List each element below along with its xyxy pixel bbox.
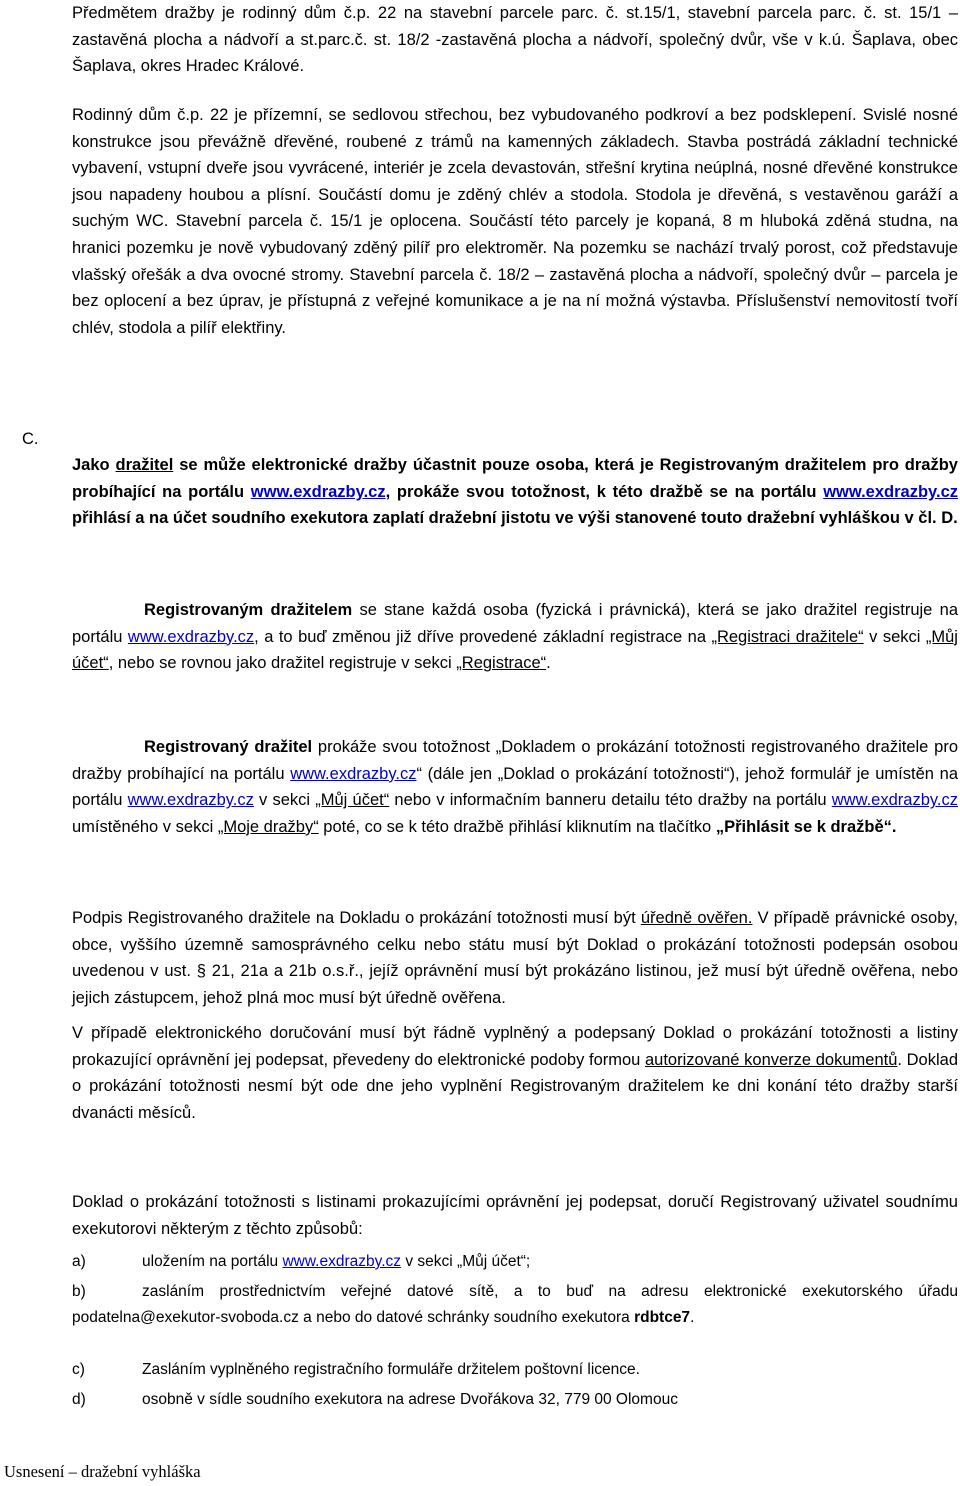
paragraph-identity-proof: Registrovaný dražitel prokáže svou totožnost „Dokladem o prokázání totožnosti registrovaného dražitele pro dražby probíhající na portálu www.exdrazby.cz“ (dále jen „Doklad o prokázání totožnosti“), jehož formulář je umístěn na portálu www.exdrazby.cz v sekci „Můj účet“ nebo v informačním banneru detailu této dražby na portálu www.exdrazby.cz umístěného v sekci „Moje dražby“ poté, co se k této dražbě přihlásí kliknutím na tlačítko „Přihlásit se k dražbě“. — [72, 738, 958, 836]
paragraph-electronic-delivery: V případě elektronického doručování musí být řádně vyplněný a podepsaný Doklad o prokázání totožnosti a listiny prokazující oprávnění jej podepsat, převedeny do elektronické podoby formou autorizované konverze dokumentů. Doklad o prokázání totožnosti nesmí být ode dne jeho vyplnění Registrovaným dražitelem ke dni konání této dražby starší dvanácti měsíců. — [72, 1024, 958, 1122]
paragraph-subject-of-auction: Předmětem dražby je rodinný dům č.p. 22 na stavební parcele parc. č. st.15/1, stavební parcela parc. č. st. 15/1 – zastavěná plocha a nádvoří a st.parc.č. st. 18/2 -zastavěná plocha a nádvoří, společný dvůr, vše v k.ú. Šaplava, obec Šaplava, okres Hradec Králové. — [72, 4, 958, 76]
section-letter: C. — [22, 430, 39, 448]
exdrazby-link[interactable]: www.exdrazby.cz — [127, 627, 255, 646]
registrace-link[interactable]: „Registrace“ — [456, 654, 547, 673]
muj-ucet-link[interactable]: „Můj účet“ — [72, 627, 958, 673]
muj-ucet-link[interactable]: „Můj účet“ — [315, 791, 390, 810]
paragraph-delivery-methods: Doklad o prokázání totožnosti s listinami prokazujícími oprávnění jej podepsat, doručí Registrovaný uživatel soudnímu exekutorovi některým z těchto způsobů: — [72, 1193, 958, 1238]
dražitel-term: dražitel — [115, 456, 174, 474]
exdrazby-link[interactable]: www.exdrazby.cz — [282, 1253, 402, 1270]
registrace-drazitele-link[interactable]: „Registraci dražitele“ — [711, 627, 864, 646]
exdrazby-link[interactable]: www.exdrazby.cz — [831, 791, 958, 810]
paragraph-bidder-conditions: Jako dražitel se může elektronické dražby účastnit pouze osoba, která je Registrovaným dražitelem pro dražby probíhající na portálu www.exdrazby.cz, prokáže svou totožnost, k této dražbě se na portálu www.exdrazby.cz přihlásí a na účet soudního exekutora zaplatí dražební jistotu ve výši stanovené touto dražební vyhláškou v čl. D. — [72, 456, 958, 528]
paragraph-registered-bidder: Registrovaným dražitelem se stane každá osoba (fyzická i právnická), která se jako dražitel registruje na portálu www.exdrazby.cz, a to buď změnou již dříve provedené základní registrace na „Registraci dražitele“ v sekci „Můj účet“, nebo se rovnou jako dražitel registruje v sekci „Registrace“. — [72, 601, 959, 673]
exdrazby-link[interactable]: www.exdrazby.cz — [127, 791, 254, 810]
paragraph-signature-verification: Podpis Registrovaného dražitele na Dokladu o prokázání totožnosti musí být úředně ověřen. V případě právnické osoby, obce, vyššího územně samosprávného celku nebo státu musí být Doklad o prokázání totožnosti podepsán osobou uvedenou v ust. § 21, 21a a 21b o.s.ř., jejíž oprávnění musí být prokázáno listinou, jež musí být úředně ověřena, nebo jejich zástupcem, jehož plná moc musí být úředně ověřena. — [72, 909, 959, 1007]
prihlasit-se-button-label: „Přihlásit se k dražbě“. — [715, 817, 897, 836]
list-item: c) Zasláním vyplněného registračního formuláře držitelem poštovní licence. — [72, 1361, 640, 1378]
list-item: a) uložením na portálu www.exdrazby.cz v sekci „Můj účet“; — [72, 1253, 531, 1270]
moje-drazby-link[interactable]: „Moje dražby“ — [217, 817, 319, 836]
exdrazby-link[interactable]: www.exdrazby.cz — [250, 482, 386, 501]
page-footer: Usnesení – dražební vyhláška — [4, 1462, 201, 1481]
paragraph-house-description: Rodinný dům č.p. 22 je přízemní, se sedlovou střechou, bez vybudovaného podkroví a bez podsklepení. Svislé nosné konstrukce jsou převážně dřevěné, roubené z trámů na kamenných základech. Stavba postrádá základní technické vybavení, vstupní dveře jsou vyvrácené, interiér je zcela devastován, střešní krytina neúplná, nosné dřevěné konstrukce jsou napadeny houbou a plísní. Součástí domu je zděný chlév a stodola. Stodola je dřevěná, s vestavěnou garáží a suchým WC. Stavební parcela č. 15/1 je oplocena. Součástí této parcely je kopaná, 8 m hluboká zděná studna, na hranici pozemku je nově vybudovaný zděný pilíř pro elektroměr. Na pozemku se nachází trvalý porost, což představuje vlašský ořešák a dva ovocné stromy. Stavební parcela č. 18/2 – zastavěná plocha a nádvoří, společný dvůr – parcela je bez oplocení a bez úprav, je přístupná z veřejné komunikace a je na ní možná výstavba. Příslušenství nemovitostí tvoří chlév, stodola a pilíř elektřiny. — [72, 106, 958, 337]
exdrazby-link[interactable]: www.exdrazby.cz — [290, 764, 417, 783]
exdrazby-link[interactable]: www.exdrazby.cz — [823, 482, 958, 501]
list-item: d) osobně v sídle soudního exekutora na adrese Dvořákova 32, 779 00 Olomouc — [72, 1391, 678, 1408]
list-item: b) zasláním prostřednictvím veřejné datové sítě, a to buď na adresu elektronické exekutorského úřadu podatelna@exekutor-svoboda.cz a nebo do datové schránky soudního exekutora rdbtce7. — [72, 1283, 958, 1326]
